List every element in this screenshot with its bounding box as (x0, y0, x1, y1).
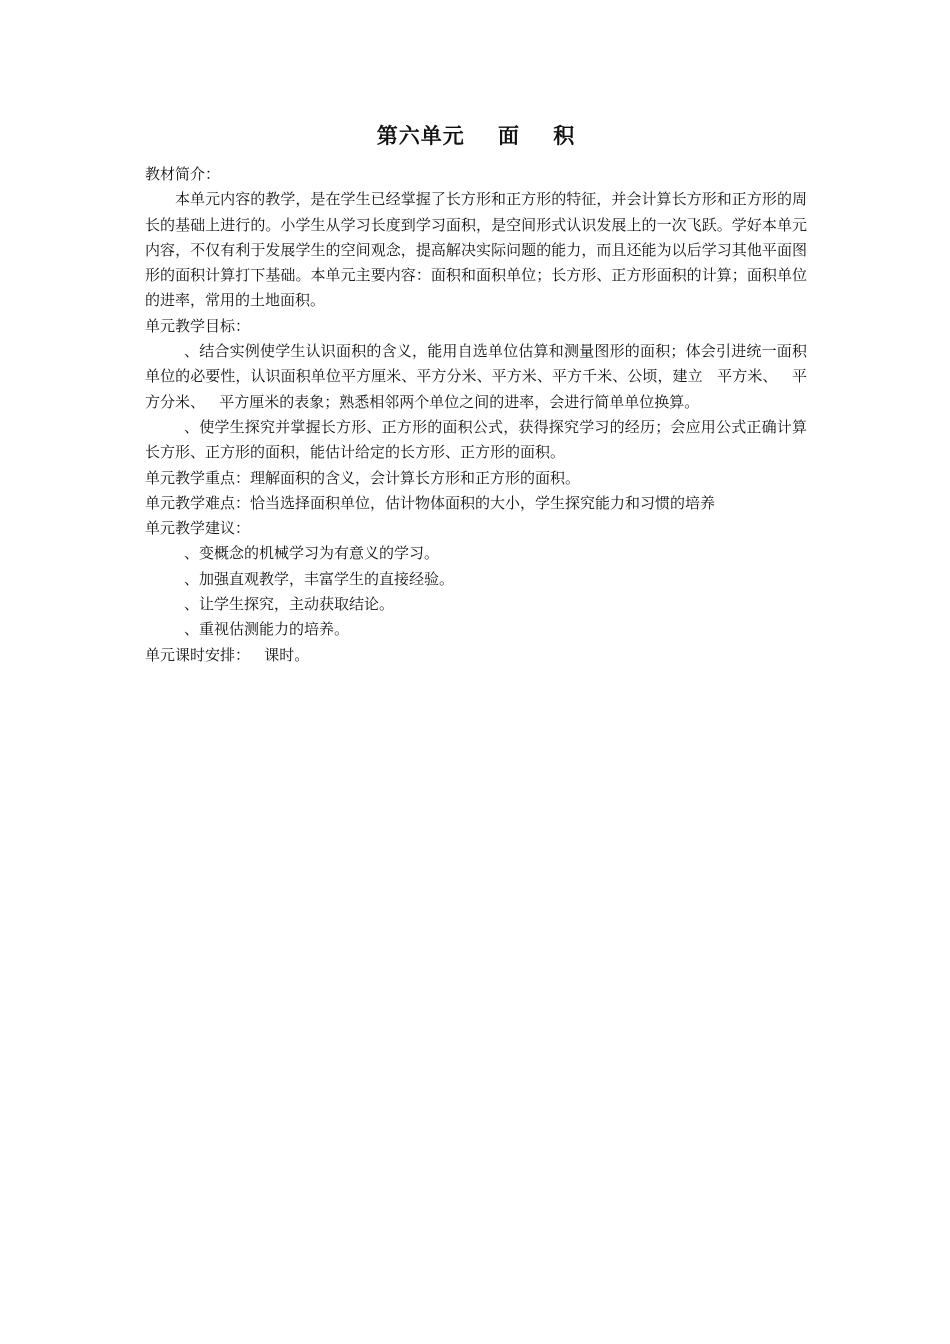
schedule: 单元课时安排： 课时。 (145, 645, 310, 664)
suggestions-heading: 单元教学建议： (145, 519, 251, 538)
suggestion-item-1: 、变概念的机械学习为有意义的学习。 (184, 544, 440, 563)
document-title: 第六单元 面 积 (376, 123, 576, 148)
intro-heading: 教材简介： (145, 165, 221, 183)
suggestion-item-3: 、让学生探究，主动获取结论。 (184, 595, 395, 614)
key-points: 单元教学重点：理解面积的含义，会计算长方形和正方形的面积。 (145, 468, 581, 487)
difficulties: 单元教学难点：恰当选择面积单位，估计物体面积的大小，学生探究能力和习惯的培养 (145, 493, 716, 512)
goal-item-1: 、结合实例使学生认识面积的含义，能用自选单位估算和测量图形的面积；体会引进统一面积单位的必要性，认识面积单位平方厘米、平方分米、平方米、平方千米、公顷，建立 平方米、 平方分米、 平方厘米的表象；熟悉相邻两个单位之间的进率，会进行简单单位换算。 (145, 342, 807, 411)
document-page (145, 118, 807, 668)
goal-item-2: 、使学生探究并掌握长方形、正方形的面积公式，获得探究学习的经历；会应用公式正确计算长方形、正方形的面积，能估计给定的长方形、正方形的面积。 (145, 417, 807, 462)
suggestion-item-4: 、重视估测能力的培养。 (184, 620, 350, 639)
goals-heading: 单元教学目标： (145, 316, 251, 335)
intro-paragraph: 本单元内容的教学，是在学生已经掌握了长方形和正方形的特征，并会计算长方形和正方形的周长的基础上进行的。小学生从学习长度到学习面积，是空间形式认识发展上的一次飞跃。学好本单元内容，不仅有利于发展学生的空间观念，提高解决实际问题的能力，而且还能为以后学习其他平面图形的面积计算打下基础。本单元主要内容：面积和面积单位；长方形、正方形面积的计算；面积单位的进率，常用的土地面积。 (145, 190, 807, 310)
suggestion-item-2: 、加强直观教学，丰富学生的直接经验。 (184, 569, 455, 588)
